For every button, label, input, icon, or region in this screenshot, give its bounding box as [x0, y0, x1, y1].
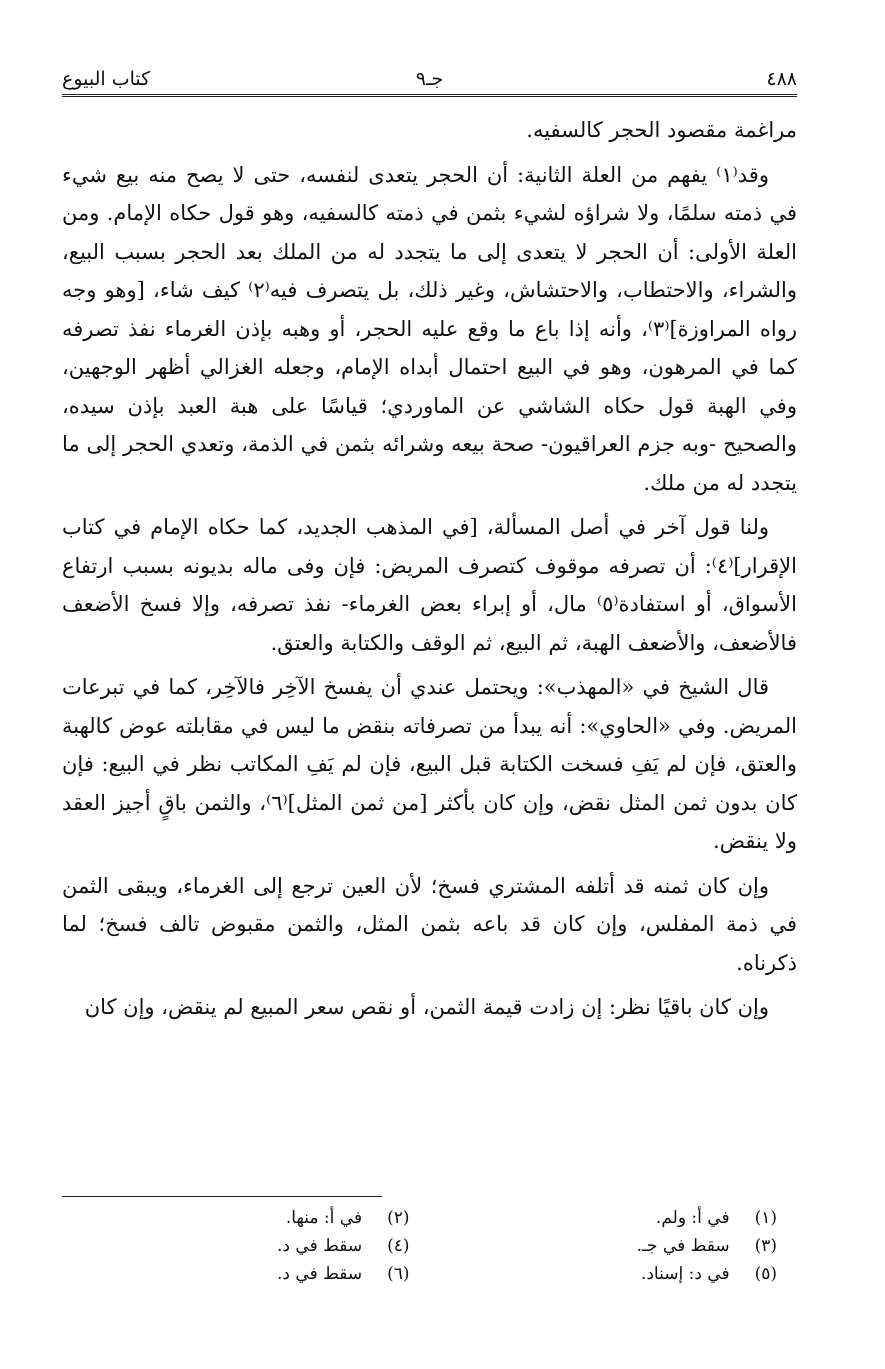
footnote-number: (١)	[754, 1208, 777, 1228]
footnote-number: (٢)	[387, 1208, 410, 1228]
footnote-text: سقط في د.	[277, 1264, 363, 1284]
footnote	[62, 1260, 430, 1288]
footnote	[430, 1260, 798, 1288]
footnote-text: في أ: ولم.	[655, 1208, 730, 1228]
paragraph: ولنا قول آخر في أصل المسألة، [في المذهب الجديد، كما حكاه الإمام في كتاب الإقرار]⁽٤⁾: أن تصرفه موقوف كتصرف المريض: فإن وفى ماله بديونه بسبب ارتفاع الأسواق، أو استفادة⁽٥⁾ مال، أو إبراء بعض الغرماء- نفذ تصرفه، وإلا فسخ الأضعف فالأضعف، والأضعف الهبة، ثم البيع، ثم الوقف والكتابة والعتق.	[62, 515, 797, 655]
footnote-text: في أ: منها.	[285, 1208, 363, 1228]
footnote	[62, 1232, 430, 1260]
paragraph: مراغمة مقصود الحجر كالسفيه.	[526, 118, 797, 142]
main-text	[62, 111, 797, 1027]
volume-label: جـ٩	[415, 68, 444, 90]
footnote-number: (٣)	[754, 1236, 777, 1256]
page-number: ٤٨٨	[766, 68, 797, 90]
footnote-number: (٥)	[754, 1264, 777, 1284]
footnote	[62, 1204, 430, 1232]
footnote-number: (٦)	[387, 1264, 410, 1284]
footnote-text: سقط في د.	[277, 1236, 363, 1256]
document-page	[62, 54, 797, 1314]
footnote-text: في د: إسناد.	[640, 1264, 730, 1284]
paragraph: وإن كان ثمنه قد أتلفه المشتري فسخ؛ لأن العين ترجع إلى الغرماء، ويبقى الثمن في ذمة المفلس، وإن كان قد باعه بثمن المثل، والثمن مقبوض تالف فسخ؛ لما ذكرناه.	[62, 873, 797, 975]
footnote-text: سقط في جـ.	[636, 1236, 730, 1256]
footnotes	[62, 1204, 797, 1288]
paragraph: وإن كان باقيًا نظر: إن زادت قيمة الثمن، أو نقص سعر المبيع لم ينقض، وإن كان	[84, 995, 769, 1019]
page-header	[62, 54, 797, 97]
footnote	[430, 1232, 798, 1260]
footnote	[430, 1204, 798, 1232]
footnote-number: (٤)	[387, 1236, 410, 1256]
paragraph: وقد⁽١⁾ يفهم من العلة الثانية: أن الحجر يتعدى لنفسه، حتى لا يصح منه بيع شيء في ذمته سلمًا، ولا شراؤه لشيء بثمن في ذمته كالسفيه، وهو قول حكاه الإمام. ومن العلة الأولى: أن الحجر لا يتعدى إلى ما يتجدد له من الملك بعد الحجر بسبب البيع، والشراء، والاحتطاب، والاحتشاش، وغير ذلك، بل يتصرف فيه⁽٢⁾ كيف شاء، [وهو وجه رواه المراوزة]⁽٣⁾، وأنه إذا باع ما وقع عليه الحجر، أو وهبه بإذن الغرماء نفذ تصرفه كما في المرهون، وهو في البيع احتمال أبداه الإمام، وجعله الغزالي أظهر الوجهين، وفي الهبة قول حكاه الشاشي عن الماوردي؛ قياسًا على هبة العبد بإذن سيده، والصحيح -وبه جزم العراقيون- صحة بيعه وشرائه بثمن في الذمة، وتعدي الحجر إلى ما يتجدد له من ملك.	[62, 162, 798, 495]
book-title: كتاب البيوع	[62, 68, 151, 90]
footnote-separator	[62, 1196, 382, 1197]
paragraph: قال الشيخ في «المهذب»: ويحتمل عندي أن يفسخ الآخِر فالآخِر، كما في تبرعات المريض. وفي «الحاوي»: أنه يبدأ من تصرفاته بنقض ما ليس في مقابلته عوض كالهبة والعتق، فإن لم يَفِ فسخت الكتابة قبل البيع، فإن لم يَفِ المكاتب نظر في البيع: فإن كان بدون ثمن المثل نقض، وإن كان بأكثر [من ثمن المثل]⁽٦⁾، والثمن باقٍ أجيز العقد ولا ينقض.	[62, 675, 797, 853]
